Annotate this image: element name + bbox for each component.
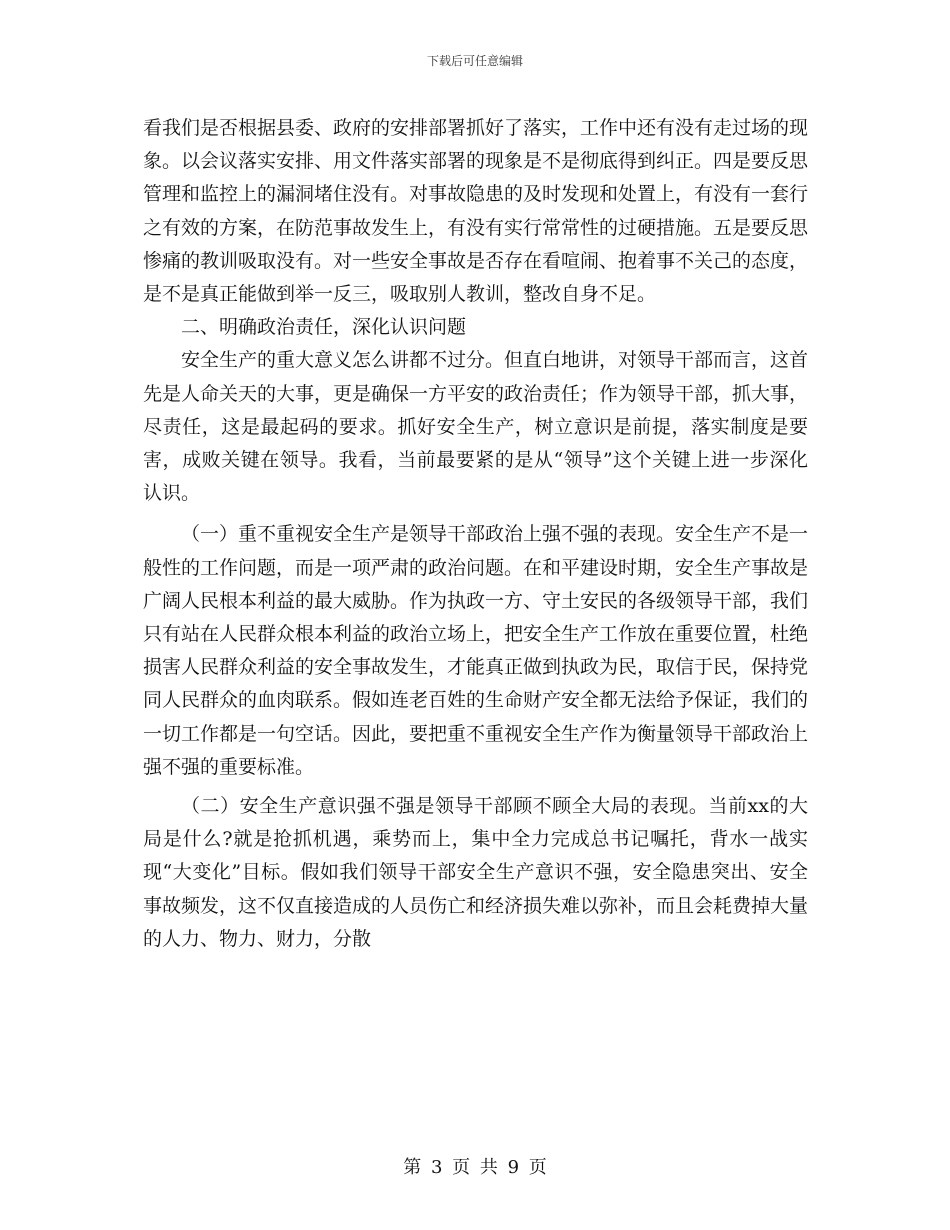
page-number: 第 3 页 共 9 页 <box>403 1157 547 1178</box>
section-heading: 二、明确政治责任，深化认识问题 <box>181 316 467 339</box>
paragraph-point-two: （二）安全生产意识强不强是领导干部顾不顾全大局的表现。当前xx的大局是什么?就是抢抓机遇，乘势而上，集中全力完成总书记嘱托，背水一战实现“大变化”目标。假如我们领导干部安全生产意识不强，安全隐患突出、安全事故频发，这不仅直接造成的人员伤亡和经济损失难以弥补，而且会耗费掉大量的人力、物力、财力，分散 <box>143 795 809 950</box>
paragraph-continued: 看我们是否根据县委、政府的安排部署抓好了落实，工作中还有没有走过场的现象。以会议落实安排、用文件落实部署的现象是不是彻底得到纠正。四是要反思管理和监控上的漏洞堵住没有。对事故隐患的及时发现和处置上，有没有一套行之有效的方案，在防范事故发生上，有没有实行常常性的过硬措施。五是要反思惨痛的教训吸取没有。对一些安全事故是否存在看喧闹、抱着事不关己的态度，是不是真正能做到举一反三，吸取别人教训，整改自身不足。 <box>143 117 809 306</box>
paragraph: 安全生产的重大意义怎么讲都不过分。但直白地讲，对领导干部而言，这首先是人命关天的大事，更是确保一方平安的政治责任；作为领导干部，抓大事，尽责任，这是最起码的要求。抓好安全生产，树立意识是前提，落实制度是要害，成败关键在领导。我看，当前最要紧的是从“领导”这个关键上进一步深化认识。 <box>143 349 809 505</box>
page-header: 下载后可任意编辑 <box>426 54 523 68</box>
document-body <box>143 112 808 956</box>
paragraph-point-one: （一）重不重视安全生产是领导干部政治上强不强的表现。安全生产不是一般性的工作问题，而是一项严肃的政治问题。在和平建设时期，安全生产事故是广阔人民根本利益的最大威胁。作为执政一方、守土安民的各级领导干部，我们只有站在人民群众根本利益的政治立场上，把安全生产工作放在重要位置，杜绝损害人民群众利益的安全事故发生，才能真正做到执政为民，取信于民，保持党同人民群众的血肉联系。假如连老百姓的生命财产安全都无法给予保证，我们的一切工作都是一句空话。因此，要把重不重视安全生产作为衡量领导干部政治上强不强的重要标准。 <box>143 523 809 778</box>
